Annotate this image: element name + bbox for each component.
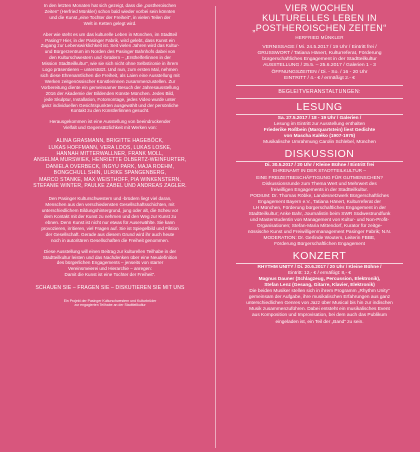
text-line: Zeiten“ (Herfried Münkler) schon bald wieder vorbei sein könnten: [44, 8, 176, 14]
left-column: [0, 0, 216, 308]
detail-line: Eintritt: 12,- € / ermäßigt: 8,- €: [287, 271, 352, 277]
detail-line: Förderung Bürgerschaftlichen Engagement: [274, 242, 365, 248]
text-line: dem Kontakt mit der Kunst zu nehmen und den Weg zur Kunst zu: [43, 214, 177, 220]
detail-line: aus Komposition und Improvisation, bei dem auch das Publikum: [252, 313, 387, 319]
konzert-details: [224, 265, 415, 325]
info-line: GRUSSWORT / Tatiana Hänert, Kulturreferat, Förderung: [257, 50, 382, 56]
text-line: ganz individuellen Gesichtspunkten ausgewählt und der persönliche: [41, 102, 179, 108]
artist-line: HANNAH MITTERWALLNER, FRANK MOLL,: [56, 150, 164, 157]
detail-line: Lesung im Eintritt zur Ausstellung enthalten: [273, 122, 366, 128]
text-line: Stadtteilkultur leisten und das Nachdenken über eine Neudefinition: [42, 254, 178, 260]
exhibition-title: [224, 3, 415, 33]
detail-line: LH München, Förderung bürgerschaftliches Engagement in der: [253, 205, 386, 211]
text-line: unterschiedlichem Bildungshintergrund, jung oder alt, die Scheu vor: [41, 208, 179, 214]
text-line: Vereinsmeierei und Hierarchie – anregen:: [68, 266, 152, 272]
events-heading: BEGLEITVERANSTALTUNGEN:: [278, 89, 361, 95]
text-line: 2016 der Akademie der Bildenden Künste München. Jedes Bild,: [45, 90, 175, 96]
entry-line: EINTRITT / 4.- € / ermäßigt 2.- €: [284, 75, 355, 81]
detail-line: Magnus Dauner (Schlagzeug, Percussion, Elektronik),: [258, 277, 381, 283]
divider: [236, 263, 403, 264]
text-line: des bürgerlichen Engagements – jenseits von starrer: [56, 260, 164, 266]
text-line: zur engagierten Teilhabe an der Stadtteilkultur: [74, 303, 146, 308]
title-line: „POSTHEROISCHEN ZEITEN“: [252, 23, 387, 33]
hours-line: ÖFFNUNGSZEITEN / Di. - So. / 16 - 20 Uhr: [271, 69, 368, 75]
text-line: Werken zeitgenössischer Künstlerinnen zusammenzustellen. Zur: [44, 78, 176, 84]
artist-line: STEFANIE WINTER, PAULKE ZABEL UND ANDREAS ZAGLER.: [33, 182, 187, 189]
right-column: [216, 0, 420, 326]
mission-paragraph: [14, 196, 206, 243]
detail-line: Di. 30.5.2017 / 20 Uhr / Kleine Bühne / Eintritt frei: [264, 163, 375, 169]
closing-paragraph: [14, 249, 206, 279]
detail-line: Diskussionsrunde zum Thema Wert und Mehrwert des: [262, 181, 377, 187]
detail-line: Stefan Lenz (Gesang, Gitarre, Klavier, Elektronik): [264, 283, 375, 289]
text-line: Zugang zur Lebenswirklichkeit ist. Seit vielen Jahren wird das Kultur-: [40, 43, 180, 49]
context-paragraph: [14, 32, 206, 115]
detail-line: Sa. 27.5.2017 / 18 - 19 Uhr / Galerien /: [277, 116, 362, 122]
text-line: sich diese Ehrenamtlichen die Freiheit, als Laien eine Ausstellung mit: [40, 72, 180, 78]
text-line: Welt in Ketten gelegt wird.: [83, 20, 137, 26]
detail-line: Organisationen; Stefan-Maria Mittendorf, Kurator für zeitge-: [256, 223, 383, 229]
detail-line: Engagement Bayern e.V., Tatiana Hänert, Kulturreferat der: [257, 199, 382, 205]
text-line: Aber wie steht es um das kulturelle Leben in München, im Stadtteil: [42, 31, 178, 37]
detail-line: von Mascha Kaléko (1907-1975): [283, 134, 356, 140]
intro-paragraph: [14, 3, 206, 27]
text-line: provozieren, irritieren, viel Fragen auf. Sie ist Spiegelbild und Fiktion: [41, 225, 179, 231]
subtitle: HERFRIED MÜNKLER: [295, 35, 344, 40]
text-line: Damit die Kunst ist eine Tochter der Freiheit“.: [64, 272, 156, 278]
info-line: bürgerschaftliches Engagement in der Stadtteilkultur: [262, 57, 377, 62]
detail-line: und Masterstudentin von Management von Kultur- und Non-Profit-: [250, 217, 389, 223]
lesung-heading: LESUNG: [296, 101, 343, 114]
text-line: Mission Stadtteilkultur“, wie sie sich nicht ohne Selbstironie in ihrem: [41, 61, 179, 67]
text-line: Diese Ausstellung will einen Beitrag zur kulturellen Teilhabe in der: [43, 248, 177, 254]
detail-line: EHRENAMT IN DER STADTTEILKULTUR –: [272, 169, 367, 175]
text-line: ebnen. Denn Kunst ist nicht nur etwas für Auserwählte. Sie kann: [45, 220, 175, 225]
vernissage-line: VERNISSAGE / Mi. 24.5.2017 / 19 Uhr / Eintritt frei /: [262, 44, 377, 50]
detail-line: MODERATION: Dr. Gerlinde Wouters, Leiterin FBBE,: [263, 236, 376, 241]
detail-line: unterschiedlichen Genres von Jazz über Musical bis hin zur indischen: [246, 301, 393, 307]
artist-line: ALINA GRASMANN, BRIGITTE HAGEBÖCK,: [56, 138, 164, 145]
detail-line: PODIUM: Dr. Thomas Röbke, Landesnetzwerk Bürgerschaftliches: [250, 193, 389, 199]
text-line: der Gesellschaft. Gerade aus diesem Grund wird ihr auch heute: [45, 231, 175, 237]
text-line: den Kulturschwestern und -brüdern – „Ersthelferlinnen in der: [49, 55, 171, 61]
title-line: VIER WOCHEN: [285, 3, 354, 13]
title-line: KULTURELLES LEBEN IN: [262, 13, 377, 23]
detail-line: Musikalische Umrahmung Carolin Schlebel, München: [263, 140, 376, 146]
text-line: und Bürgerzentrum im Norden des Pasinger Bahnhofs dabei von: [44, 49, 176, 55]
text-line: Ein Projekt der Pasinger Kulturschwestern und Kulturbrüder: [63, 299, 157, 304]
project-credit: [14, 299, 206, 308]
diskussion-heading: DISKUSSION: [284, 148, 355, 161]
text-line: Menschen aus den verschiedensten Gesellschaftsschichten, mit: [45, 202, 175, 208]
artist-line: DANIELA OVERBECK, INGYU PARK, MAJA ROEHM,: [45, 163, 175, 170]
artist-line: MARCO STANKE, MAX WEISTHOFF, PIA WINKENSTERN,: [39, 176, 181, 183]
divider: [236, 98, 403, 99]
artist-line: ANSELMA MURSWIEK, HENRIETTE OLBERTZ-WEINFURTER,: [33, 157, 187, 164]
artist-list: [14, 138, 206, 189]
detail-line: eingeladen ist, ein Teil der „Band“ zu sein.: [275, 319, 364, 325]
text-line: Logo präsentieren – unterstützt. Und nun, zum ersten Mal, nehmen: [42, 67, 178, 73]
detail-line: gemeinsam der Aufgabe, ihre musikalischen Erfahrungen aus ganz: [248, 295, 391, 301]
divider: [236, 85, 403, 86]
text-line: Kontakt zu den Künstlerlinnen gesucht.: [70, 108, 150, 114]
artists-intro: [14, 119, 206, 131]
detail-line: Friederike Roßbein (Marquartstein) liest Gedichte: [263, 128, 376, 134]
detail-line: freiwilligen Engagements in der Stadtteilkultur.: [270, 187, 369, 193]
artist-line: LUKAS HOFFMANN, VERA LOOS, LUKAS LOSKE,: [48, 144, 172, 151]
detail-line: EINE FREIZEITBESCHÄFTIGUNG FÜR GUTMENSCHEN?: [256, 175, 383, 181]
text-line: Herausgekommen ist eine Ausstellung von beeindruckender: [49, 119, 171, 125]
konzert-heading: KONZERT: [292, 250, 347, 263]
text-line: noch in autoritären Gesellschaften die Freiheit genommen.: [50, 237, 170, 243]
text-line: jede Skulptur, Installation, Fotomontage, jedes Video wurde unter: [44, 96, 176, 102]
text-line: Vorbereitung diente ein gemeinsamer Besuch der Jahresausstellung: [41, 84, 179, 90]
text-line: Vielfalt und Gegensätzlichkeit mit Werken von:: [63, 125, 157, 131]
dates-line: AUSSTELLUNG / 25.5. – 25.6.2017 / Galerien 1 - 3: [263, 63, 376, 69]
detail-line: Stadtteilkultur; Anke Bahr, Journalistin beim SWR Südwestrundfunk: [248, 211, 391, 217]
detail-line: Die beiden Musiker stellen sich in ihrem Programm „Rhythm Unity“: [249, 289, 390, 295]
artist-line: BONGCHULL SHIN, ULRIKE SPANGENBERG,: [53, 170, 167, 177]
text-line: und die Kunst „eine Tochter der Freiheit“, in vielen Teilen der: [49, 14, 171, 20]
exhibition-info: [224, 45, 415, 83]
detail-line: RHYTHM UNITY / Di. 20.6.2017 / 20 Uhr / Kleine Bühne /: [257, 265, 382, 271]
text-line: Den Pasinger Kulturschwestern und -brüdern liegt viel daran,: [48, 196, 172, 202]
motto-line: SCHAUEN SIE – FRAGEN SIE – DISKUTIEREN SIE MIT UNS: [35, 285, 185, 292]
detail-line: nössische Kunst und Freiwilligenmanagement Pasinger Fabrik; N.N.: [247, 229, 392, 235]
diskussion-details: [224, 163, 415, 248]
text-line: In den letzten Monaten hat sich gezeigt, dass die „postheroischen: [43, 3, 177, 8]
detail-line: Musik zusammenzuführen. Dabei entsteht ein musikalisches Event: [249, 307, 390, 313]
lesung-details: [224, 116, 415, 146]
text-line: Pasing? Hier, in der Pasinger Fabrik, wird gelebt, dass Kunst ein: [45, 37, 175, 43]
